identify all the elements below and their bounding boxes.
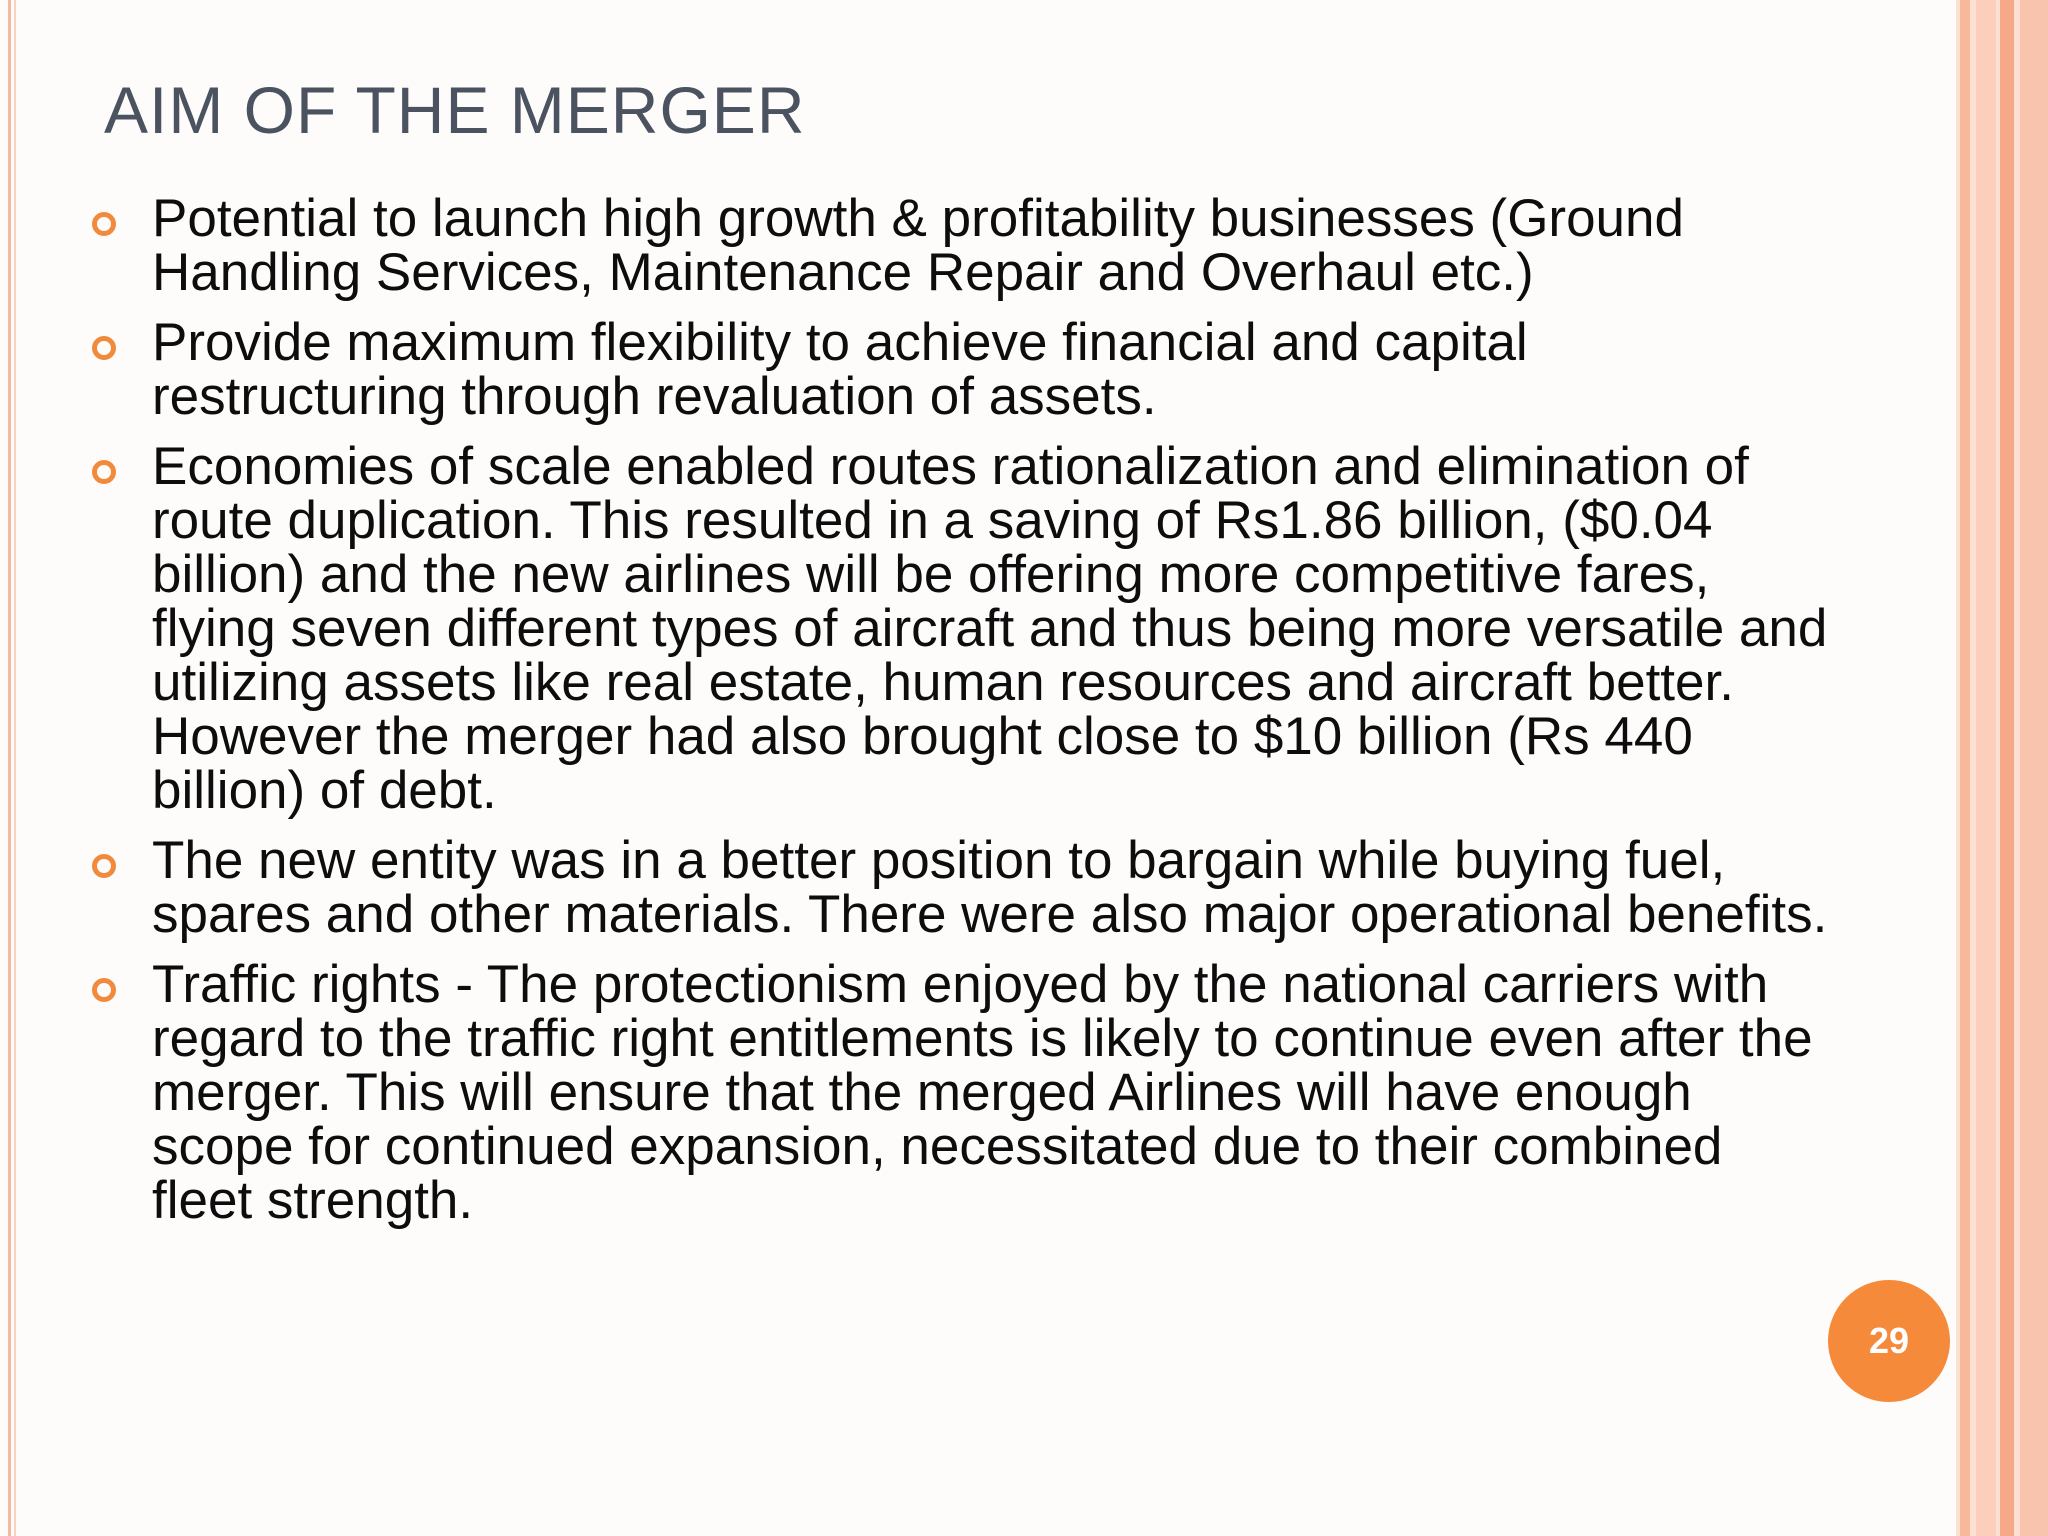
right-border-stripe-4 [2020, 0, 2048, 1536]
right-border-stripe-3 [2000, 0, 2014, 1536]
bullet-text: Traffic rights - The protectionism enjoyed by the national carriers with regard to the traffic right entitlements is likely to continue even after the merger. This will ensure that the merged Airlines will have enough scope for continued expansion, necessitated due to their combined fleet strength. [152, 955, 1813, 1230]
bullet-text: The new entity was in a better position to bargain while buying fuel, spares and other materials. There were also major operational benefits. [152, 831, 1828, 944]
circle-bullet-icon [92, 212, 116, 236]
bullet-text: Economies of scale enabled routes rationalization and elimination of route duplication. This resulted in a saving of Rs1.86 billion, ($0.04 billion) and the new airlines will be offering more competitive fares, flying seven different types of aircraft and thus being more versatile and utilizing assets like real estate, human resources and aircraft better. However the merger had also brought close to $10 billion (Rs 440 billion) of debt. [152, 437, 1828, 820]
left-border-line-inner [14, 0, 16, 1536]
bullet-item [90, 831, 1830, 944]
bullet-item [90, 313, 1830, 426]
circle-bullet-icon [92, 336, 116, 360]
right-border-stripe-2 [1976, 0, 1996, 1536]
circle-bullet-icon [92, 460, 116, 484]
right-border-stripe-1 [1960, 0, 1970, 1536]
bullet-item [90, 955, 1830, 1230]
bullet-item [90, 189, 1830, 302]
bullet-list [90, 189, 1830, 1244]
bullet-text: Provide maximum flexibility to achieve financial and capital restructuring through revaluation of assets. [152, 313, 1528, 426]
circle-bullet-icon [92, 978, 116, 1002]
bullet-text: Potential to launch high growth & profitability businesses (Ground Handling Services, Maintenance Repair and Overhaul etc.) [152, 189, 1684, 302]
slide-title: AIM OF THE MERGER [104, 73, 806, 147]
page-number-badge: 29 [1828, 1280, 1950, 1402]
left-border-line [8, 0, 11, 1536]
circle-bullet-icon [92, 854, 116, 878]
bullet-item [90, 437, 1830, 820]
